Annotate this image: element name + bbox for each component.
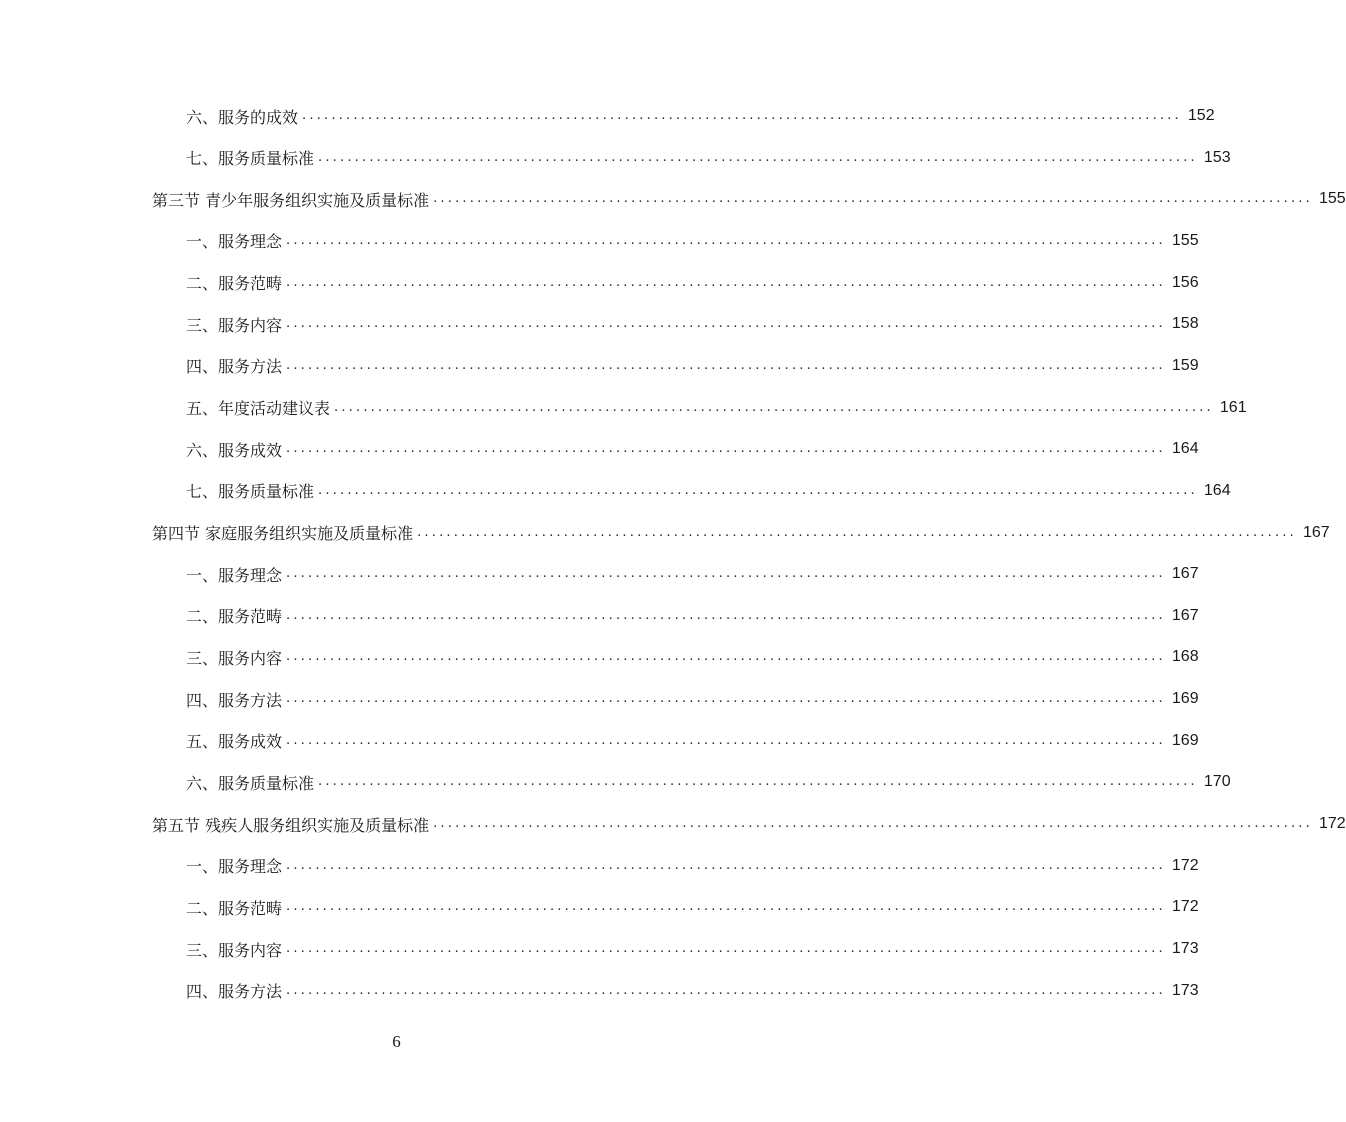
toc-entry-page: 156: [1171, 273, 1199, 291]
toc-dot-leader: ........................................................................................................................: [286, 899, 1166, 915]
toc-dot-leader: ........................................................................................................................: [286, 649, 1166, 665]
toc-entry-page: 158: [1171, 315, 1199, 333]
toc-subsection-entry[interactable]: [0, 767, 1231, 797]
toc-dot-leader: ........................................................................................................................: [417, 524, 1297, 540]
toc-entry-label: 四、服务方法: [186, 982, 283, 1002]
toc-dot-leader: ........................................................................................................................: [286, 732, 1166, 748]
toc-subsection-entry[interactable]: [0, 601, 1199, 631]
toc-subsection-entry[interactable]: [0, 642, 1199, 672]
toc-entry-page: 172: [1171, 898, 1199, 916]
toc-entry-page: 167: [1302, 523, 1330, 541]
toc-entry-label: 二、服务范畴: [186, 607, 283, 627]
toc-dot-leader: ........................................................................................................................: [286, 607, 1166, 623]
toc-section-entry[interactable]: [0, 184, 1346, 214]
toc-entry-label: 五、服务成效: [186, 732, 283, 752]
toc-dot-leader: ........................................................................................................................: [318, 774, 1198, 790]
toc-subsection-entry[interactable]: [0, 226, 1199, 256]
toc-section-entry[interactable]: [0, 518, 1330, 548]
toc-entry-label: 五、年度活动建议表: [186, 399, 331, 419]
toc-entry-page: 155: [1318, 190, 1346, 208]
toc-entry-label: 三、服务内容: [186, 940, 283, 960]
toc-subsection-entry[interactable]: [0, 476, 1231, 506]
toc-entry-label: 三、服务内容: [186, 648, 283, 668]
toc-entry-label: 七、服务质量标准: [186, 482, 315, 502]
toc-subsection-entry[interactable]: [0, 851, 1199, 881]
toc-entry-page: 159: [1171, 356, 1199, 374]
toc-entry-page: 155: [1171, 231, 1199, 249]
toc-dot-leader: ........................................................................................................................: [286, 566, 1166, 582]
toc-entry-label: 一、服务理念: [186, 857, 283, 877]
toc-entry-label: 四、服务方法: [186, 357, 283, 377]
toc-entry-label: 六、服务的成效: [186, 107, 299, 127]
toc-subsection-entry[interactable]: [0, 892, 1199, 922]
toc-entry-page: 152: [1187, 107, 1215, 124]
toc-subsection-entry[interactable]: [0, 976, 1199, 1006]
toc-dot-leader: ........................................................................................................................: [286, 232, 1166, 248]
toc-entry-page: 164: [1171, 440, 1199, 458]
toc-dot-leader: ........................................................................................................................: [286, 274, 1166, 290]
toc-subsection-entry[interactable]: [0, 101, 1215, 131]
toc-dot-leader: ........................................................................................................................: [433, 816, 1313, 832]
toc-entry-page: 172: [1318, 815, 1346, 833]
toc-subsection-entry[interactable]: [0, 434, 1199, 464]
toc-entry-label: 第四节 家庭服务组织实施及质量标准: [152, 524, 414, 543]
toc-entry-label: 一、服务理念: [186, 565, 283, 585]
toc-entry-page: 153: [1203, 148, 1231, 166]
toc-dot-leader: ........................................................................................................................: [286, 357, 1166, 373]
toc-dot-leader: ........................................................................................................................: [334, 399, 1214, 415]
toc-subsection-entry[interactable]: [0, 726, 1199, 756]
toc-dot-leader: ........................................................................................................................: [286, 441, 1166, 457]
page-number: 6: [392, 1032, 401, 1051]
toc-subsection-entry[interactable]: [0, 268, 1199, 298]
toc-subsection-entry[interactable]: [0, 684, 1199, 714]
toc-dot-leader: ........................................................................................................................: [286, 941, 1166, 956]
toc-entry-page: 164: [1203, 481, 1231, 499]
toc-dot-leader: ........................................................................................................................: [318, 149, 1198, 165]
toc-entry-page: 161: [1219, 398, 1247, 416]
toc-dot-leader: ........................................................................................................................: [286, 691, 1166, 707]
toc-dot-leader: ........................................................................................................................: [302, 108, 1182, 123]
toc-entry-page: 169: [1171, 690, 1199, 708]
toc-entry-page: 170: [1203, 773, 1231, 791]
toc-section-entry[interactable]: [0, 809, 1346, 839]
toc-entry-page: 167: [1171, 606, 1199, 624]
toc-entry-page: 172: [1171, 856, 1199, 874]
toc-subsection-entry[interactable]: [0, 351, 1199, 381]
toc-subsection-entry[interactable]: [0, 143, 1231, 173]
toc-entry-label: 四、服务方法: [186, 690, 283, 710]
toc-entry-page: 167: [1171, 565, 1199, 583]
toc-entry-page: 168: [1171, 648, 1199, 666]
toc-entry-page: 169: [1171, 731, 1199, 749]
toc-subsection-entry[interactable]: [0, 934, 1199, 964]
toc-subsection-entry[interactable]: [0, 309, 1199, 339]
toc-dot-leader: ........................................................................................................................: [433, 191, 1313, 207]
toc-subsection-entry[interactable]: [0, 393, 1247, 423]
toc-entry-label: 一、服务理念: [186, 232, 283, 252]
toc-entry-label: 六、服务成效: [186, 440, 283, 460]
toc-dot-leader: ........................................................................................................................: [286, 982, 1166, 998]
toc-entry-page: 173: [1171, 940, 1199, 957]
toc-dot-leader: ........................................................................................................................: [286, 857, 1166, 873]
toc-subsection-entry[interactable]: [0, 559, 1199, 589]
toc-entry-label: 六、服务质量标准: [186, 773, 315, 793]
toc-entry-label: 三、服务内容: [186, 315, 283, 335]
toc-entry-label: 二、服务范畴: [186, 898, 283, 918]
toc-entry-label: 二、服务范畴: [186, 274, 283, 294]
toc-dot-leader: ........................................................................................................................: [318, 482, 1198, 498]
toc-entry-page: 173: [1171, 981, 1199, 999]
toc-dot-leader: ........................................................................................................................: [286, 316, 1166, 332]
toc-entry-label: 第三节 青少年服务组织实施及质量标准: [152, 190, 430, 210]
toc-entry-label: 七、服务质量标准: [186, 149, 315, 169]
toc-entry-label: 第五节 残疾人服务组织实施及质量标准: [152, 815, 430, 835]
